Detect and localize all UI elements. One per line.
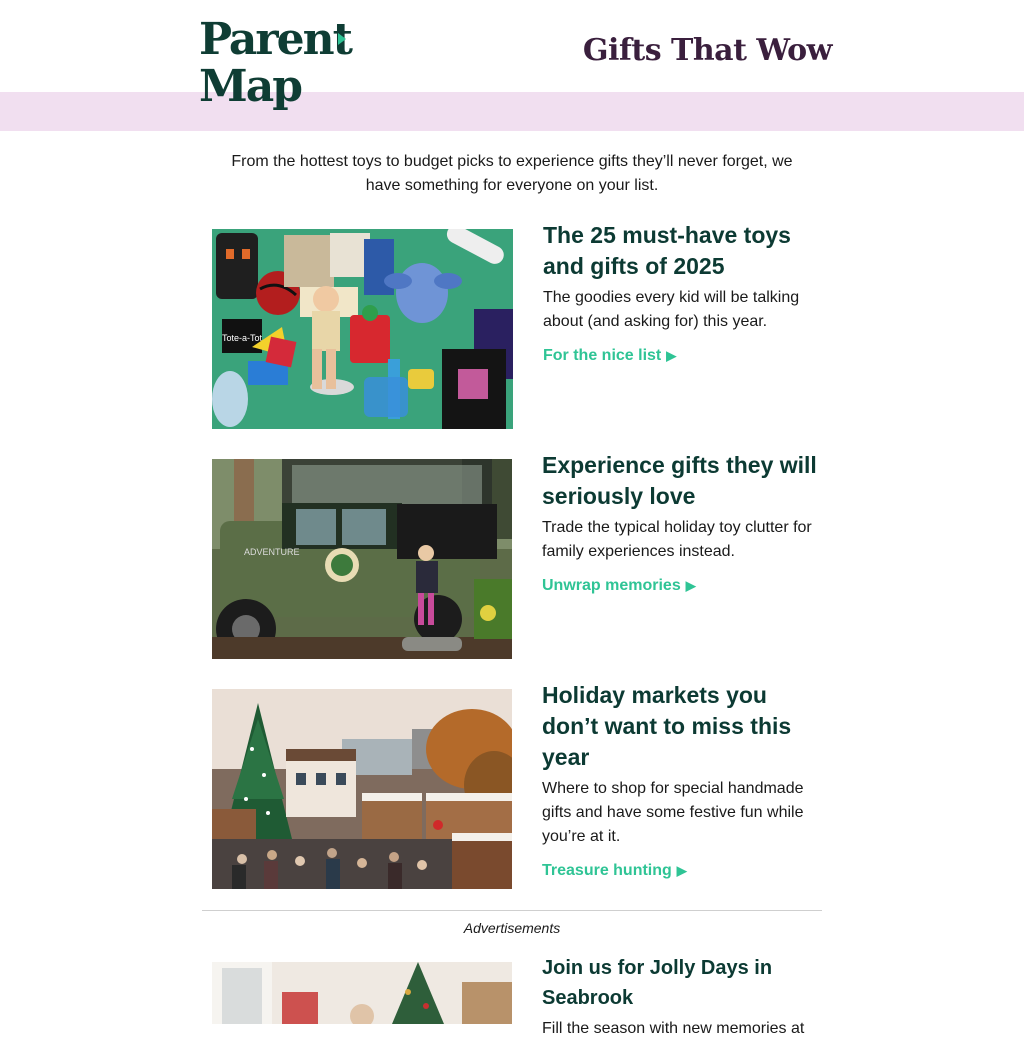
article-cta-link[interactable] bbox=[543, 344, 676, 368]
article-description: Trade the typical holiday toy clutter for family experiences instead. bbox=[542, 519, 812, 560]
play-arrow-icon: ▶ bbox=[685, 578, 696, 593]
cta-label: Treasure hunting bbox=[542, 862, 672, 879]
article-title[interactable]: The 25 must-have toys and gifts of 2025 bbox=[543, 222, 791, 279]
ad-title[interactable]: Join us for Jolly Days in Seabrook bbox=[542, 957, 773, 1009]
article-text bbox=[542, 450, 822, 598]
cta-label: Unwrap memories bbox=[542, 577, 681, 594]
logo-text-line2: Map bbox=[199, 61, 301, 112]
ad-description: Fill the season with new memories at bbox=[542, 1020, 805, 1037]
newsletter-title: Gifts That Wow bbox=[582, 33, 832, 68]
experience-thumbnail[interactable] bbox=[212, 459, 512, 659]
header-band bbox=[0, 92, 1024, 131]
logo-play-icon bbox=[338, 33, 346, 45]
parentmap-logo[interactable] bbox=[199, 16, 349, 120]
article-title[interactable]: Experience gifts they will seriously love bbox=[542, 452, 817, 509]
article-description: The goodies every kid will be talking about (and asking for) this year. bbox=[543, 289, 800, 330]
article-cta-link[interactable] bbox=[542, 859, 687, 883]
intro-text: From the hottest toys to budget picks to experience gifts they’ll never forget, we have something for everyone on your list. bbox=[231, 153, 793, 194]
article-title[interactable]: Holiday markets you don’t want to miss this year bbox=[542, 682, 792, 770]
article-cta-link[interactable] bbox=[542, 574, 696, 598]
advertisements-label: Advertisements bbox=[463, 920, 561, 936]
toys-thumbnail[interactable] bbox=[212, 229, 513, 429]
section-divider bbox=[202, 910, 822, 911]
logo-text-line1: Parent bbox=[199, 14, 351, 65]
ad-thumbnail[interactable] bbox=[212, 962, 512, 1024]
cta-label: For the nice list bbox=[543, 347, 662, 364]
holiday-market-thumbnail[interactable] bbox=[212, 689, 512, 889]
article-text bbox=[542, 680, 822, 883]
vehicle-text: ADVENTURE bbox=[244, 547, 300, 557]
header bbox=[0, 0, 1024, 112]
play-arrow-icon: ▶ bbox=[676, 863, 687, 878]
article-text bbox=[543, 220, 823, 368]
play-arrow-icon: ▶ bbox=[666, 348, 677, 363]
article-description: Where to shop for special handmade gifts and have some festive fun while you’re at it. bbox=[542, 780, 804, 845]
ad-text bbox=[542, 953, 822, 1051]
toy-brand-text: Tote-a-Tot bbox=[221, 333, 263, 343]
